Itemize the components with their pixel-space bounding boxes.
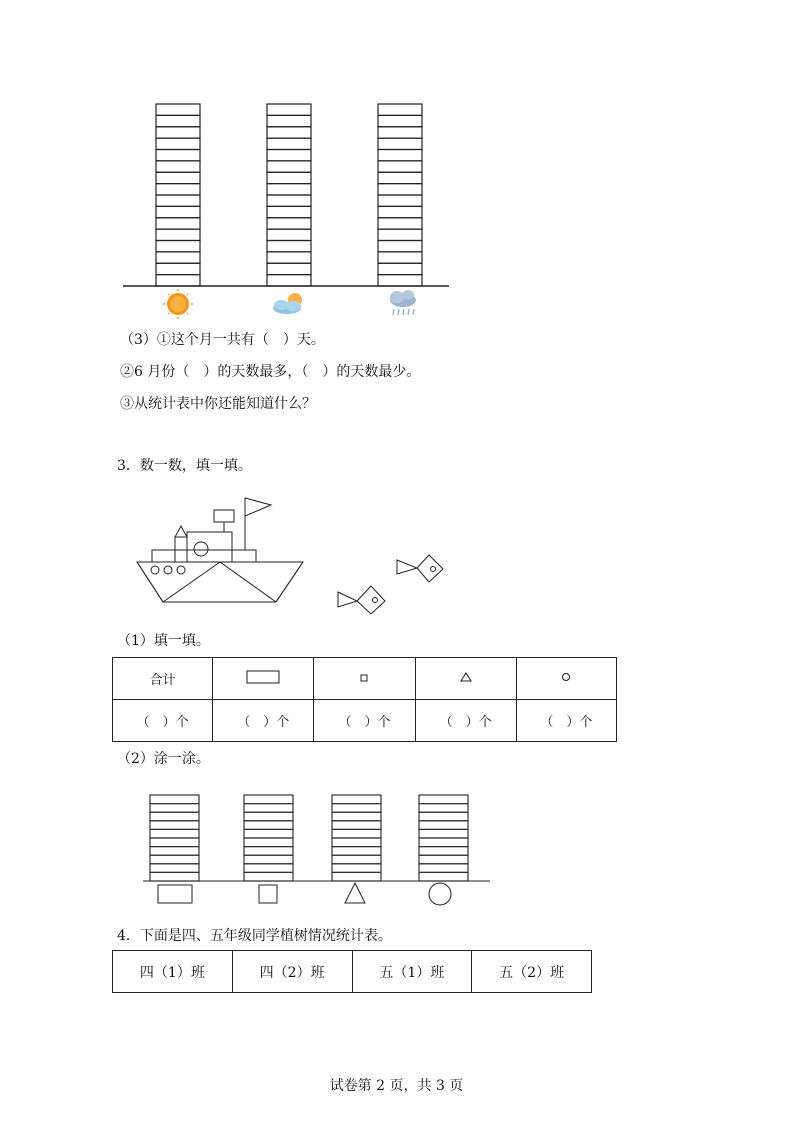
column-cell[interactable] xyxy=(267,195,311,206)
flag-triangle xyxy=(245,498,271,516)
column-cell[interactable] xyxy=(244,838,293,847)
column-cell[interactable] xyxy=(419,821,468,830)
column-cell[interactable] xyxy=(267,161,311,172)
triangle-label-shape xyxy=(345,883,365,903)
column-cell[interactable] xyxy=(267,127,311,138)
column-cell[interactable] xyxy=(267,206,311,217)
q4-header-cell: 四（2）班 xyxy=(232,951,352,993)
column-cell[interactable] xyxy=(378,184,422,195)
q3-part1-label: （1）填一填。 xyxy=(117,633,210,649)
column-cell[interactable] xyxy=(332,795,381,804)
fish-1 xyxy=(338,586,385,614)
column-cell[interactable] xyxy=(378,195,422,206)
column-cell[interactable] xyxy=(267,252,311,263)
column-cell[interactable] xyxy=(378,275,422,286)
column-cell[interactable] xyxy=(378,252,422,263)
column-cell[interactable] xyxy=(419,829,468,838)
column-cell[interactable] xyxy=(156,218,200,229)
shape-coloring-chart xyxy=(0,780,793,920)
column-cell[interactable] xyxy=(378,218,422,229)
column-cell[interactable] xyxy=(378,263,422,274)
column-cell[interactable] xyxy=(150,812,199,821)
column-cell[interactable] xyxy=(150,847,199,856)
porthole xyxy=(177,566,185,574)
column-cell[interactable] xyxy=(156,172,200,183)
column-cell[interactable] xyxy=(378,172,422,183)
column-cell[interactable] xyxy=(156,252,200,263)
column-cell[interactable] xyxy=(150,864,199,873)
column-cell[interactable] xyxy=(378,138,422,149)
column-cell[interactable] xyxy=(156,184,200,195)
rain-icon xyxy=(390,290,416,315)
q4-header-cell: 四（1）班 xyxy=(113,951,233,993)
column-cell[interactable] xyxy=(378,206,422,217)
column-cell[interactable] xyxy=(150,872,199,881)
column-cell[interactable] xyxy=(267,218,311,229)
column-cell[interactable] xyxy=(267,115,311,126)
column-cell[interactable] xyxy=(419,847,468,856)
rectangle-label-shape xyxy=(158,885,192,903)
tower-rect xyxy=(214,510,234,522)
column-cell[interactable] xyxy=(244,855,293,864)
triangle-header xyxy=(415,658,516,700)
column-cell[interactable] xyxy=(378,161,422,172)
column-cell[interactable] xyxy=(244,821,293,830)
column-cell[interactable] xyxy=(244,812,293,821)
column-cell[interactable] xyxy=(332,847,381,856)
column-cell[interactable] xyxy=(156,195,200,206)
column-cell[interactable] xyxy=(244,872,293,881)
column-cell[interactable] xyxy=(156,115,200,126)
circle-count-cell[interactable]: （ ）个 xyxy=(516,700,616,742)
square-count-cell[interactable]: （ ）个 xyxy=(314,700,415,742)
column-cell[interactable] xyxy=(244,795,293,804)
porthole xyxy=(151,566,159,574)
q4-title: 4．下面是四、五年级同学植树情况统计表。 xyxy=(117,928,392,944)
column-cell[interactable] xyxy=(332,829,381,838)
column-cell[interactable] xyxy=(156,104,200,115)
column-cell[interactable] xyxy=(332,821,381,830)
column-cell[interactable] xyxy=(332,838,381,847)
column-cell[interactable] xyxy=(419,795,468,804)
column-cell[interactable] xyxy=(378,115,422,126)
column-cell[interactable] xyxy=(378,229,422,240)
column-cell[interactable] xyxy=(419,838,468,847)
boat-and-fish-figure xyxy=(0,490,793,640)
rectangle-count-cell[interactable]: （ ）个 xyxy=(213,700,314,742)
q3-count-table xyxy=(112,657,617,742)
column-cell[interactable] xyxy=(156,206,200,217)
q2-part3-line1: （3）①这个月一共有（ ）天。 xyxy=(120,332,325,348)
total-count-cell[interactable]: （ ）个 xyxy=(113,700,213,742)
total-header: 合计 xyxy=(113,658,213,700)
page-footer: 试卷第 2 页，共 3 页 xyxy=(329,1078,464,1094)
q2-part3-line2: ②6 月份（ ）的天数最多，（ ）的天数最少。 xyxy=(120,364,421,380)
fish-2 xyxy=(397,555,443,582)
rectangle-header xyxy=(213,658,314,700)
column-cell[interactable] xyxy=(150,804,199,813)
column-cell[interactable] xyxy=(150,838,199,847)
column-cell[interactable] xyxy=(156,127,200,138)
column-cell[interactable] xyxy=(378,127,422,138)
q2-part3-line3: ③从统计表中你还能知道什么？ xyxy=(120,396,316,412)
column-cell[interactable] xyxy=(156,229,200,240)
column-cell[interactable] xyxy=(378,241,422,252)
column-cell[interactable] xyxy=(156,275,200,286)
column-cell[interactable] xyxy=(419,864,468,873)
column-cell[interactable] xyxy=(156,150,200,161)
column-cell[interactable] xyxy=(267,104,311,115)
circle-label-shape xyxy=(429,883,451,905)
q4-header-cell: 五（1）班 xyxy=(352,951,472,993)
column-cell[interactable] xyxy=(332,855,381,864)
chimney-triangle xyxy=(175,526,187,537)
square-header xyxy=(314,658,415,700)
column-cell[interactable] xyxy=(244,864,293,873)
boat-hull xyxy=(137,562,303,602)
square-label-shape xyxy=(259,885,277,903)
column-cell[interactable] xyxy=(150,855,199,864)
column-cell[interactable] xyxy=(332,812,381,821)
column-cell[interactable] xyxy=(267,229,311,240)
column-cell[interactable] xyxy=(332,872,381,881)
column-cell[interactable] xyxy=(267,275,311,286)
column-cell[interactable] xyxy=(332,864,381,873)
column-cell[interactable] xyxy=(419,872,468,881)
q4-table xyxy=(112,950,592,993)
column-cell[interactable] xyxy=(378,104,422,115)
triangle-shape xyxy=(461,673,471,681)
column-cell[interactable] xyxy=(156,138,200,149)
column-cell[interactable] xyxy=(156,241,200,252)
column-cell[interactable] xyxy=(419,812,468,821)
column-cell[interactable] xyxy=(267,172,311,183)
deck-rect xyxy=(152,550,256,562)
weather-bar-chart xyxy=(0,0,793,330)
column-cell[interactable] xyxy=(150,795,199,804)
cabin-circle xyxy=(194,542,208,556)
partly-cloudy-icon xyxy=(273,293,302,314)
rectangle-shape xyxy=(247,671,279,683)
column-cell[interactable] xyxy=(244,804,293,813)
column-cell[interactable] xyxy=(267,184,311,195)
column-cell[interactable] xyxy=(244,847,293,856)
column-cell[interactable] xyxy=(419,804,468,813)
q3-title: 3．数一数，填一填。 xyxy=(117,458,252,474)
q4-header-cell: 五（2）班 xyxy=(472,951,592,993)
column-cell[interactable] xyxy=(150,829,199,838)
column-cell[interactable] xyxy=(332,804,381,813)
column-cell[interactable] xyxy=(267,138,311,149)
triangle-count-cell[interactable]: （ ）个 xyxy=(415,700,516,742)
column-cell[interactable] xyxy=(156,161,200,172)
sun-icon xyxy=(163,289,193,319)
column-cell[interactable] xyxy=(150,821,199,830)
column-cell[interactable] xyxy=(267,263,311,274)
cabin-rect xyxy=(187,532,232,562)
circle-header xyxy=(516,658,616,700)
q3-part2-label: （2）涂一涂。 xyxy=(117,751,210,767)
circle-shape xyxy=(563,674,570,681)
column-cell[interactable] xyxy=(244,829,293,838)
column-cell[interactable] xyxy=(156,263,200,274)
column-cell[interactable] xyxy=(267,150,311,161)
column-cell[interactable] xyxy=(419,855,468,864)
column-cell[interactable] xyxy=(267,241,311,252)
porthole xyxy=(164,566,172,574)
column-cell[interactable] xyxy=(378,150,422,161)
square-shape xyxy=(361,675,367,681)
